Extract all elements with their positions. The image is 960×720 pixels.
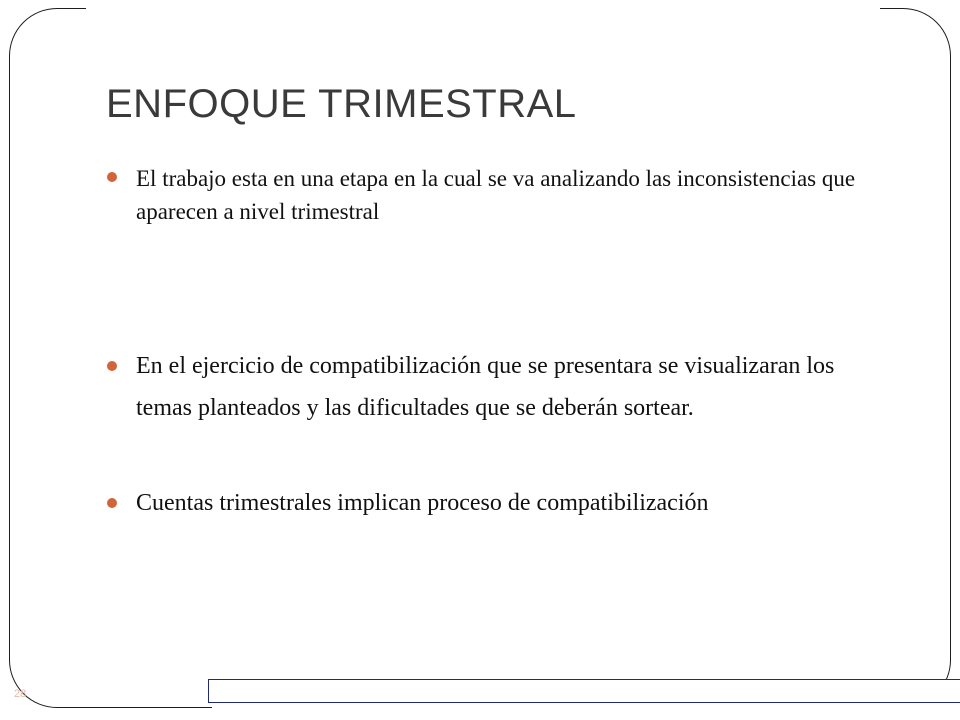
bullet-dot-icon (107, 172, 117, 182)
bullet-item (107, 482, 907, 524)
bullet-dot-icon (107, 361, 117, 371)
bullet-dot-icon (107, 498, 117, 508)
bullet-text: En el ejercicio de compatibilización que se presentara se visualizaran los temas planteados y las dificultades que se deberán sortear. (136, 353, 835, 421)
frame-bottom-gap (212, 702, 960, 712)
slide-title: ENFOQUE TRIMESTRAL (106, 82, 577, 126)
bullet-text: Cuentas trimestrales implican proceso de compatibilización (136, 490, 709, 516)
frame-top-gap (86, 5, 880, 13)
bullet-text: El trabajo esta en una etapa en la cual se va analizando las inconsistencias que aparecen a nivel trimestral (136, 166, 856, 224)
bullet-item (107, 345, 887, 429)
bullet-item (107, 162, 887, 228)
page-number: 28 (14, 688, 27, 700)
footer-bar (208, 679, 960, 703)
